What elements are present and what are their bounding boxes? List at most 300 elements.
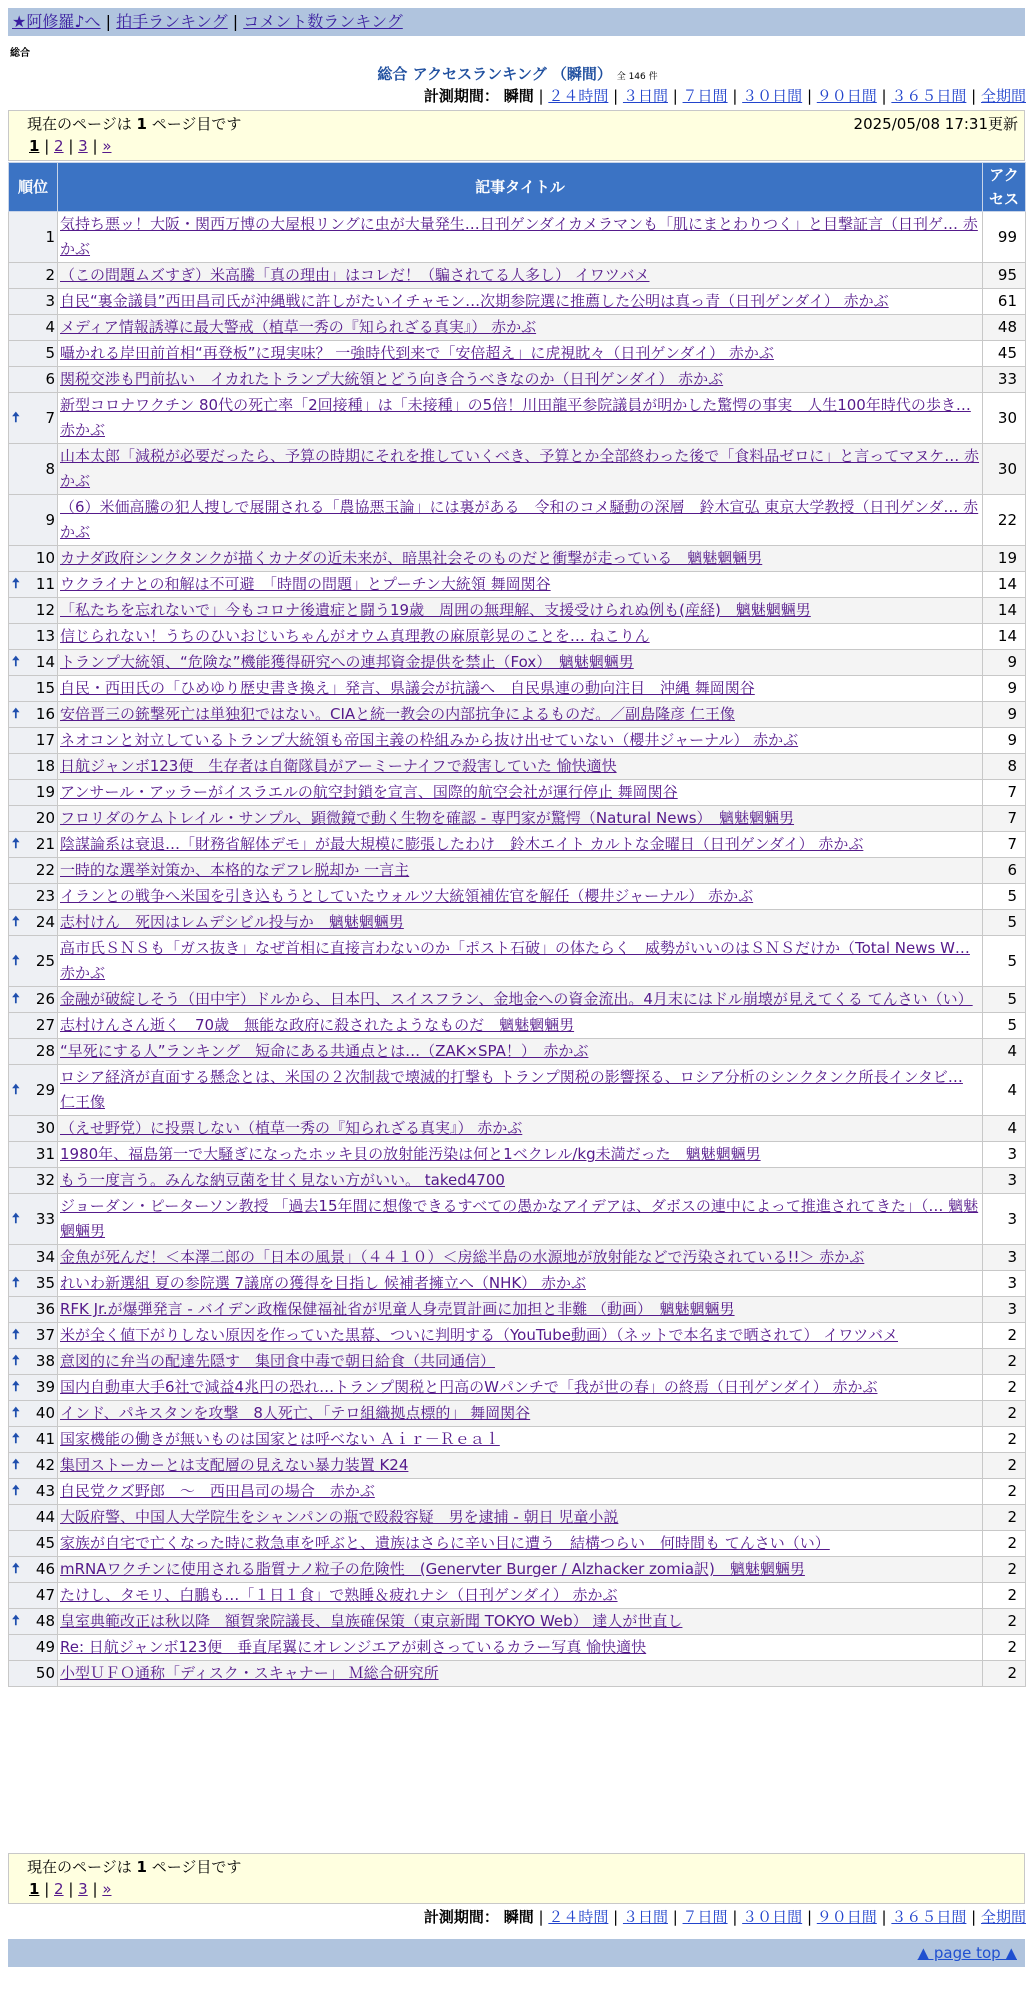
rank-cell — [9, 1427, 58, 1453]
title-cell — [58, 1427, 983, 1453]
access-count: 14 — [983, 572, 1026, 598]
rank-number: 14 — [35, 653, 55, 671]
title-cell — [58, 1453, 983, 1479]
access-count: 4 — [983, 1116, 1026, 1142]
pagination: 1 | 2 | 3 | » — [29, 1880, 112, 1898]
rank-up-arrow-icon: 🠅 — [12, 952, 20, 969]
rank-number: 25 — [35, 951, 55, 970]
table-row — [9, 1039, 1026, 1065]
page-link[interactable]: 3 — [78, 137, 88, 155]
table-row — [9, 1479, 1026, 1505]
period-selector-bottom: 計測期間： 瞬間 | ２４時間 | ３日間 | ７日間 | ３０日間 | ９０日間 | ３６５日間 | 全期間 — [423, 1908, 1026, 1926]
access-count: 9 — [983, 676, 1026, 702]
period-label: 計測期間： — [423, 1908, 499, 1926]
access-count: 48 — [983, 315, 1026, 341]
rank-number: 46 — [35, 1560, 55, 1578]
rank-cell — [9, 728, 58, 754]
table-row — [9, 936, 1026, 987]
title-cell — [58, 1245, 983, 1271]
rank-number: 35 — [35, 1274, 55, 1292]
rank-cell — [9, 393, 58, 444]
rank-cell — [9, 1065, 58, 1116]
article-link[interactable]: トランプ大統領、“危険な”機能獲得研究への連邦資金提供を禁止（Fox） 魑魅魍魎男 — [60, 653, 634, 671]
access-count: 3 — [983, 1194, 1026, 1245]
rank-number: 13 — [35, 627, 55, 645]
table-row — [9, 987, 1026, 1013]
article-link[interactable]: イランとの戦争へ米国を引き込もうとしていたウォルツ大統領補佐官を解任（櫻井ジャーナル） 赤かぶ — [60, 887, 754, 905]
access-count: 5 — [983, 987, 1026, 1013]
comment-ranking-link[interactable]: コメント数ランキング — [243, 12, 403, 31]
rank-cell — [9, 1013, 58, 1039]
article-link[interactable]: 高市氏ＳＮＳも「ガス抜き」なぜ首相に直接言わないのか「ポスト石破」の体たらく 威勢がいいのはＳＮＳだけか（Total News W… 赤かぶ — [60, 939, 970, 982]
article-link[interactable]: 志村けんさん逝く 70歳 無能な政府に殺されたようなものだ 魑魅魍魎男 — [60, 1016, 575, 1034]
article-link[interactable]: （この問題ムズすぎ）米高騰「真の理由」はコレだ！（騙されてる人多し） イワツバメ — [60, 266, 650, 284]
rank-cell — [9, 263, 58, 289]
access-count: 99 — [983, 212, 1026, 263]
access-count: 14 — [983, 624, 1026, 650]
rank-number: 33 — [35, 1209, 55, 1228]
access-count: 2 — [983, 1479, 1026, 1505]
title-cell — [58, 1583, 983, 1609]
rank-cell — [9, 1116, 58, 1142]
article-link[interactable]: 陰謀論系は衰退…「財務省解体デモ」が最大規模に膨張したわけ 鈴木エイト カルトな金曜日（日刊ゲンダイ） 赤かぶ — [60, 835, 864, 853]
period-link[interactable]: ３０日間 — [742, 87, 803, 105]
rank-number: 38 — [35, 1352, 55, 1370]
article-link[interactable]: 金魚が死んだ！＜本澤二郎の「日本の風景」（４４１０）＜房総半島の水源地が放射能などで汚染されている!!＞ 赤かぶ — [60, 1248, 865, 1266]
access-count: 2 — [983, 1401, 1026, 1427]
article-link[interactable]: 1980年、福島第一で大騒ぎになったホッキ貝の放射能汚染は何と1ベクレル/kg未満だった 魑魅魍魎男 — [60, 1145, 761, 1163]
period-link[interactable]: ３０日間 — [742, 1908, 803, 1926]
table-row — [9, 1583, 1026, 1609]
access-count: 4 — [983, 1065, 1026, 1116]
rank-cell — [9, 341, 58, 367]
table-row — [9, 832, 1026, 858]
rank-number: 12 — [35, 601, 55, 619]
rank-cell — [9, 1323, 58, 1349]
rank-number: 44 — [35, 1508, 55, 1526]
table-row — [9, 1168, 1026, 1194]
rank-up-arrow-icon: 🠅 — [12, 1613, 20, 1629]
article-link[interactable]: 新型コロナワクチン 80代の死亡率「2回接種」は「未接種」の5倍！川田龍平参院議員が明かした驚愕の事実 人生100年時代の歩き… 赤かぶ — [60, 396, 971, 439]
article-link[interactable]: カナダ政府シンクタンクが描くカナダの近未来が、暗黒社会そのものだと衝撃が走っている 魑魅魍魎男 — [60, 549, 763, 567]
access-count: 3 — [983, 1168, 1026, 1194]
article-link[interactable]: 関税交渉も門前払い イカれたトランプ大統領とどう向き合うべきなのか（日刊ゲンダイ） 赤かぶ — [60, 370, 724, 388]
title-cell — [58, 1661, 983, 1687]
access-count: 2 — [983, 1349, 1026, 1375]
access-count: 2 — [983, 1427, 1026, 1453]
rank-number: 6 — [45, 370, 55, 388]
rank-cell — [9, 754, 58, 780]
article-link[interactable]: メディア情報誘導に最大警戒（植草一秀の『知られざる真実』） 赤かぶ — [60, 318, 537, 336]
rank-cell — [9, 1531, 58, 1557]
rank-cell — [9, 444, 58, 495]
rank-cell — [9, 1039, 58, 1065]
access-count: 2 — [983, 1323, 1026, 1349]
rank-cell — [9, 1401, 58, 1427]
rank-number: 22 — [35, 861, 55, 879]
table-row — [9, 1245, 1026, 1271]
title-cell — [58, 1013, 983, 1039]
article-link[interactable]: ウクライナとの和解は不可避 「時間の問題」とプーチン大統領 舞岡関谷 — [60, 575, 551, 593]
title-cell — [58, 263, 983, 289]
access-count: 9 — [983, 702, 1026, 728]
rank-up-arrow-icon: 🠅 — [12, 914, 20, 930]
article-link[interactable]: 志村けん 死因はレムデシビル投与か 魑魅魍魎男 — [60, 913, 404, 931]
table-row — [9, 1453, 1026, 1479]
table-row — [9, 858, 1026, 884]
access-count: 7 — [983, 806, 1026, 832]
rank-number: 42 — [35, 1456, 55, 1474]
title-cell — [58, 315, 983, 341]
current-page-text: 現在のページは 1 ページ目です — [27, 115, 242, 133]
article-link[interactable]: mRNAワクチンに使用される脂質ナノ粒子の危険性 (Genervter Burger / Alzhacker zomia訳) 魑魅魍魎男 — [60, 1560, 805, 1578]
article-link[interactable]: ジョーダン・ピーターソン教授 「過去15年間に想像できるすべての愚かなアイデアは、ダボスの連中によって推進されてきた」（… 魑魅魍魎男 — [60, 1197, 979, 1240]
rank-cell — [9, 1557, 58, 1583]
article-link[interactable]: インド、パキスタンを攻撃 8人死亡、「テロ組織拠点標的」 舞岡関谷 — [60, 1404, 531, 1422]
access-count: 2 — [983, 1531, 1026, 1557]
table-row — [9, 1531, 1026, 1557]
article-link[interactable]: “早死にする人”ランキング 短命にある共通点とは…（ZAK×SPA！） 赤かぶ — [60, 1042, 589, 1060]
rank-cell — [9, 1271, 58, 1297]
rank-number: 3 — [45, 292, 55, 310]
rank-number: 20 — [35, 809, 55, 827]
table-row — [9, 598, 1026, 624]
page-title — [0, 64, 1035, 87]
table-row — [9, 1635, 1026, 1661]
rank-number: 49 — [35, 1638, 55, 1656]
rank-number: 4 — [45, 318, 55, 336]
table-row — [9, 212, 1026, 263]
title-cell — [58, 780, 983, 806]
title-cell — [58, 728, 983, 754]
article-link[interactable]: 皇室典範改正は秋以降 額賀衆院議長、皇族確保策（東京新聞 TOKYO Web） 達人が世直し — [60, 1612, 683, 1630]
rank-number: 36 — [35, 1300, 55, 1318]
access-count: 5 — [983, 1013, 1026, 1039]
table-row — [9, 1557, 1026, 1583]
rank-cell — [9, 1142, 58, 1168]
title-cell — [58, 1635, 983, 1661]
table-row — [9, 806, 1026, 832]
table-row — [9, 754, 1026, 780]
rank-number: 2 — [45, 266, 55, 284]
rank-number: 41 — [35, 1430, 55, 1448]
page-top-link[interactable]: ▲ page top ▲ — [917, 1944, 1017, 1962]
rank-number: 45 — [35, 1534, 55, 1552]
article-link[interactable]: 信じられない！うちのひいおじいちゃんがオウム真理教の麻原彰晃のことを… ねこりん — [60, 627, 650, 645]
rank-up-arrow-icon: 🠅 — [12, 1405, 20, 1421]
table-row — [9, 1349, 1026, 1375]
rank-number: 47 — [35, 1586, 55, 1604]
period-link[interactable]: ７日間 — [682, 1908, 728, 1926]
title-cell — [58, 1479, 983, 1505]
title-cell — [58, 367, 983, 393]
table-row — [9, 780, 1026, 806]
table-row — [9, 444, 1026, 495]
access-count: 2 — [983, 1661, 1026, 1687]
article-link[interactable]: 国内自動車大手6社で減益4兆円の恐れ…トランプ関税と円高のWパンチで「我が世の春」の終焉（日刊ゲンダイ） 赤かぶ — [60, 1378, 878, 1396]
article-link[interactable]: （6）米価高騰の犯人捜しで展開される「農協悪玉論」には裏がある 令和のコメ騒動の深層 鈴木宣弘 東京大学教授（日刊ゲンダ… 赤かぶ — [60, 498, 979, 541]
rank-cell — [9, 1479, 58, 1505]
table-row — [9, 341, 1026, 367]
rank-number: 27 — [35, 1016, 55, 1034]
title-cell — [58, 1065, 983, 1116]
home-link[interactable]: ★阿修羅♪へ — [12, 12, 101, 31]
article-link[interactable]: 米が全く値下がりしない原因を作っていた黒幕、ついに判明する（YouTube動画）（ネットで本名まで晒されて） イワツバメ — [60, 1326, 898, 1344]
article-link[interactable]: Re: 日航ジャンボ123便 垂直尾翼にオレンジエアが刺さっているカラー写真 愉快適快 — [60, 1638, 647, 1656]
period-link[interactable]: ２４時間 — [548, 1908, 609, 1926]
article-link[interactable]: 囁かれる岸田前首相“再登板”に現実味？ 一強時代到来で「安倍超え」に虎視眈々（日刊ゲンダイ） 赤かぶ — [60, 344, 774, 362]
nav-separator: | — [232, 12, 239, 31]
rank-cell — [9, 1583, 58, 1609]
rank-number: 7 — [45, 408, 55, 427]
rank-cell — [9, 910, 58, 936]
article-link[interactable]: 山本太郎「減税が必要だったら、予算の時期にそれを推していくべき、予算とか全部終わった後で「食料品ゼロに」と言ってマヌケ… 赤かぶ — [60, 447, 980, 490]
rank-up-arrow-icon: 🠅 — [12, 1379, 20, 1395]
rank-up-arrow-icon: 🠅 — [12, 1081, 20, 1098]
rank-cell — [9, 546, 58, 572]
period-current: 瞬間 — [503, 1908, 534, 1926]
table-row — [9, 1609, 1026, 1635]
table-row — [9, 367, 1026, 393]
rank-number: 40 — [35, 1404, 55, 1422]
title-cell — [58, 1323, 983, 1349]
rank-cell — [9, 650, 58, 676]
title-cell — [58, 1297, 983, 1323]
rank-up-arrow-icon: 🠅 — [12, 1561, 20, 1577]
title-cell — [58, 987, 983, 1013]
article-link[interactable]: 家族が自宅で亡くなった時に救急車を呼ぶと、遺族はさらに辛い目に遭う 結構つらい 何時間も てんさい（い） — [60, 1534, 830, 1552]
access-count: 2 — [983, 1609, 1026, 1635]
rank-cell — [9, 1375, 58, 1401]
rank-number: 50 — [35, 1664, 55, 1682]
table-row — [9, 676, 1026, 702]
access-count: 14 — [983, 598, 1026, 624]
table-row — [9, 572, 1026, 598]
next-page-link[interactable]: » — [102, 137, 112, 155]
rank-number: 32 — [35, 1171, 55, 1189]
title-cell — [58, 1116, 983, 1142]
table-row — [9, 1297, 1026, 1323]
table-row — [9, 1505, 1026, 1531]
article-link[interactable]: 自民“裏金議員”西田昌司氏が沖縄戦に許しがたいイチャモン…次期参院選に推薦した公明は真っ青（日刊ゲンダイ） 赤かぶ — [60, 292, 889, 310]
rank-number: 23 — [35, 887, 55, 905]
title-cell — [58, 1531, 983, 1557]
rank-cell — [9, 1635, 58, 1661]
rank-cell — [9, 832, 58, 858]
rank-up-arrow-icon: 🠅 — [12, 1327, 20, 1343]
article-link[interactable]: ロシア経済が直面する懸念とは、米国の２次制裁で壊滅的打撃も トランプ関税の影響探る、ロシア分析のシンクタンク所長インタビ… 仁王像 — [60, 1068, 963, 1111]
rank-up-arrow-icon: 🠅 — [12, 576, 20, 592]
access-count: 6 — [983, 858, 1026, 884]
access-count: 7 — [983, 832, 1026, 858]
rank-cell — [9, 1168, 58, 1194]
access-count: 30 — [983, 444, 1026, 495]
article-link[interactable]: 自民・西田氏の「ひめゆり歴史書き換え」発言、県議会が抗議へ 自民県連の動向注目 沖縄 舞岡関谷 — [60, 679, 755, 697]
title-cell — [58, 1401, 983, 1427]
rank-cell — [9, 1453, 58, 1479]
rank-cell — [9, 676, 58, 702]
rank-up-arrow-icon: 🠅 — [12, 836, 20, 852]
title-cell — [58, 1142, 983, 1168]
article-link[interactable]: 大阪府警、中国人大学院生をシャンパンの瓶で殴殺容疑 男を逮捕 - 朝日 児童小説 — [60, 1508, 619, 1526]
access-count: 22 — [983, 495, 1026, 546]
access-count: 2 — [983, 1505, 1026, 1531]
period-link[interactable]: ７日間 — [682, 87, 728, 105]
rank-number: 1 — [45, 227, 55, 246]
rank-up-arrow-icon: 🠅 — [12, 1275, 20, 1291]
article-link[interactable]: フロリダのケムトレイル・サンプル、顕微鏡で動く生物を確認 - 専門家が驚愕（Natural News） 魑魅魍魎男 — [60, 809, 795, 827]
footer-bar — [8, 1939, 1025, 1967]
rank-up-arrow-icon: 🠅 — [12, 1353, 20, 1369]
period-link[interactable]: ３６５日間 — [891, 1908, 967, 1926]
article-link[interactable]: 日航ジャンボ123便 生存者は自衛隊員がアーミーナイフで殺害していた 愉快適快 — [60, 757, 617, 775]
rank-number: 39 — [35, 1378, 55, 1396]
article-link[interactable]: もう一度言う。みんな納豆菌を甘く見ない方がいい。 taked4700 — [60, 1171, 505, 1189]
pagination: 1 | 2 | 3 | » — [29, 137, 112, 155]
article-link[interactable]: れいわ新選組 夏の参院選 7議席の獲得を目指し 候補者擁立へ（NHK） 赤かぶ — [60, 1274, 586, 1292]
period-link[interactable]: 全期間 — [980, 87, 1026, 105]
table-row — [9, 910, 1026, 936]
total-count: 全 146 件 — [616, 72, 658, 82]
rank-number: 19 — [35, 783, 55, 801]
rank-number: 9 — [45, 510, 55, 529]
rank-number: 5 — [45, 344, 55, 362]
article-link[interactable]: 一時的な選挙対策か、本格的なデフレ脱却か 一言主 — [60, 861, 410, 879]
page-link[interactable]: 2 — [54, 1880, 64, 1898]
current-page-text: 現在のページは 1 ページ目です — [27, 1858, 242, 1876]
table-header-row — [9, 163, 1026, 212]
access-count: 8 — [983, 754, 1026, 780]
rank-cell — [9, 780, 58, 806]
access-count: 3 — [983, 1271, 1026, 1297]
rank-cell — [9, 1194, 58, 1245]
access-count: 95 — [983, 263, 1026, 289]
rank-header: 順位 — [9, 163, 58, 212]
article-link[interactable]: 「私たちを忘れないで」今もコロナ後遺症と闘う19歳 周囲の無理解、支援受けられぬ例も(産経) 魑魅魍魎男 — [60, 601, 811, 619]
article-link[interactable]: 意図的に弁当の配達先隠す 集団食中毒で朝日給食（共同通信） — [60, 1352, 496, 1370]
page-info-bottom — [8, 1853, 1025, 1904]
rank-up-arrow-icon: 🠅 — [12, 654, 20, 670]
table-row — [9, 1323, 1026, 1349]
access-count: 2 — [983, 1557, 1026, 1583]
table-row — [9, 1375, 1026, 1401]
rank-cell — [9, 1505, 58, 1531]
table-row — [9, 1661, 1026, 1687]
period-link[interactable]: 全期間 — [980, 1908, 1026, 1926]
article-link[interactable]: 安倍晋三の銃撃死亡は単独犯ではない。CIAと統一教会の内部抗争によるものだ。／副島隆彦 仁王像 — [60, 705, 735, 723]
article-link[interactable]: 集団ストーカーとは支配層の見えない暴力装置 K24 — [60, 1456, 409, 1474]
period-link[interactable]: ３６５日間 — [891, 87, 967, 105]
page-link[interactable]: 2 — [54, 137, 64, 155]
article-link[interactable]: 気持ち悪ッ！大阪・関西万博の大屋根リングに虫が大量発生…日刊ゲンダイカメラマンも「肌にまとわりつく」と目撃証言（日刊ゲ… 赤かぶ — [60, 215, 978, 258]
access-count: 45 — [983, 341, 1026, 367]
article-link[interactable]: （えせ野党）に投票しない（植草一秀の『知られざる真実』） 赤かぶ — [60, 1119, 523, 1137]
rank-cell — [9, 1349, 58, 1375]
title-cell — [58, 1349, 983, 1375]
table-row — [9, 1116, 1026, 1142]
access-count: 5 — [983, 910, 1026, 936]
title-cell — [58, 1375, 983, 1401]
period-link[interactable]: ９０日間 — [816, 1908, 877, 1926]
access-count: 7 — [983, 780, 1026, 806]
rank-cell — [9, 289, 58, 315]
table-row — [9, 650, 1026, 676]
title-cell — [58, 495, 983, 546]
period-link[interactable]: ９０日間 — [816, 87, 877, 105]
title-cell — [58, 1194, 983, 1245]
title-cell — [58, 572, 983, 598]
access-count: 2 — [983, 1635, 1026, 1661]
rank-cell — [9, 806, 58, 832]
table-row — [9, 1065, 1026, 1116]
article-link[interactable]: 小型ＵＦＯ通称「ディスク・スキャナー」 Ｍ総合研究所 — [60, 1664, 439, 1682]
access-count: 9 — [983, 728, 1026, 754]
access-count: 9 — [983, 650, 1026, 676]
period-selector-top: 計測期間： 瞬間 | ２４時間 | ３日間 | ７日間 | ３０日間 | ９０日間 | ３６５日間 | 全期間 — [423, 87, 1026, 105]
access-count: 2 — [983, 1453, 1026, 1479]
rank-up-arrow-icon: 🠅 — [12, 409, 20, 426]
title-cell — [58, 624, 983, 650]
rank-number: 48 — [35, 1612, 55, 1630]
title-cell — [58, 858, 983, 884]
page-link[interactable]: 3 — [78, 1880, 88, 1898]
period-link[interactable]: ２４時間 — [548, 87, 609, 105]
ranking-title: 総合 アクセスランキング （瞬間） — [377, 65, 612, 83]
rank-cell — [9, 987, 58, 1013]
table-row — [9, 546, 1026, 572]
clap-ranking-link[interactable]: 拍手ランキング — [116, 12, 228, 31]
top-nav-bar — [8, 8, 1025, 36]
table-row — [9, 315, 1026, 341]
article-link[interactable]: RFK Jr.が爆弾発言 - バイデン政権保健福祉省が児童人身売買計画に加担と非難 （動画） 魑魅魍魎男 — [60, 1300, 735, 1318]
title-cell — [58, 832, 983, 858]
rank-up-arrow-icon: 🠅 — [12, 1431, 20, 1447]
rank-number: 30 — [35, 1119, 55, 1137]
table-row — [9, 1271, 1026, 1297]
title-cell — [58, 546, 983, 572]
article-link[interactable]: アンサール・アッラーがイスラエルの航空封鎖を宣言、国際的航空会社が運行停止 舞岡関谷 — [60, 783, 678, 801]
rank-number: 10 — [35, 549, 55, 567]
next-page-link[interactable]: » — [102, 1880, 112, 1898]
rank-number: 21 — [35, 835, 55, 853]
rank-cell — [9, 598, 58, 624]
access-count: 30 — [983, 393, 1026, 444]
table-row — [9, 884, 1026, 910]
period-link[interactable]: ３日間 — [622, 87, 668, 105]
article-link[interactable]: たけし、タモリ、白鵬も…「１日１食」で熟睡＆疲れナシ（日刊ゲンダイ） 赤かぶ — [60, 1586, 618, 1604]
title-cell — [58, 1557, 983, 1583]
table-row — [9, 263, 1026, 289]
title-cell — [58, 806, 983, 832]
article-link[interactable]: 金融が破綻しそう（田中宇）ドルから、日本円、スイスフラン、金地金への資金流出。4月末にはドル崩壊が見えてくる てんさい（い） — [60, 990, 973, 1008]
rank-up-arrow-icon: 🠅 — [12, 1483, 20, 1499]
rank-number: 24 — [35, 913, 55, 931]
rank-cell — [9, 1245, 58, 1271]
article-link[interactable]: 自民党クズ野郎 ～ 西田昌司の場合 赤かぶ — [60, 1482, 375, 1500]
title-cell — [58, 598, 983, 624]
access-count: 2 — [983, 1583, 1026, 1609]
table-row — [9, 1401, 1026, 1427]
article-link[interactable]: 国家機能の働きが無いものは国家とは呼べない Ａｉｒ－Ｒｅａｌ — [60, 1430, 500, 1448]
article-link[interactable]: ネオコンと対立しているトランプ大統領も帝国主義の枠組みから抜け出せていない（櫻井ジャーナル） 赤かぶ — [60, 731, 799, 749]
page-current: 1 — [29, 137, 40, 155]
access-count: 33 — [983, 367, 1026, 393]
period-link[interactable]: ３日間 — [622, 1908, 668, 1926]
rank-number: 26 — [35, 990, 55, 1008]
table-row — [9, 702, 1026, 728]
title-cell — [58, 341, 983, 367]
rank-up-arrow-icon: 🠅 — [12, 1457, 20, 1473]
